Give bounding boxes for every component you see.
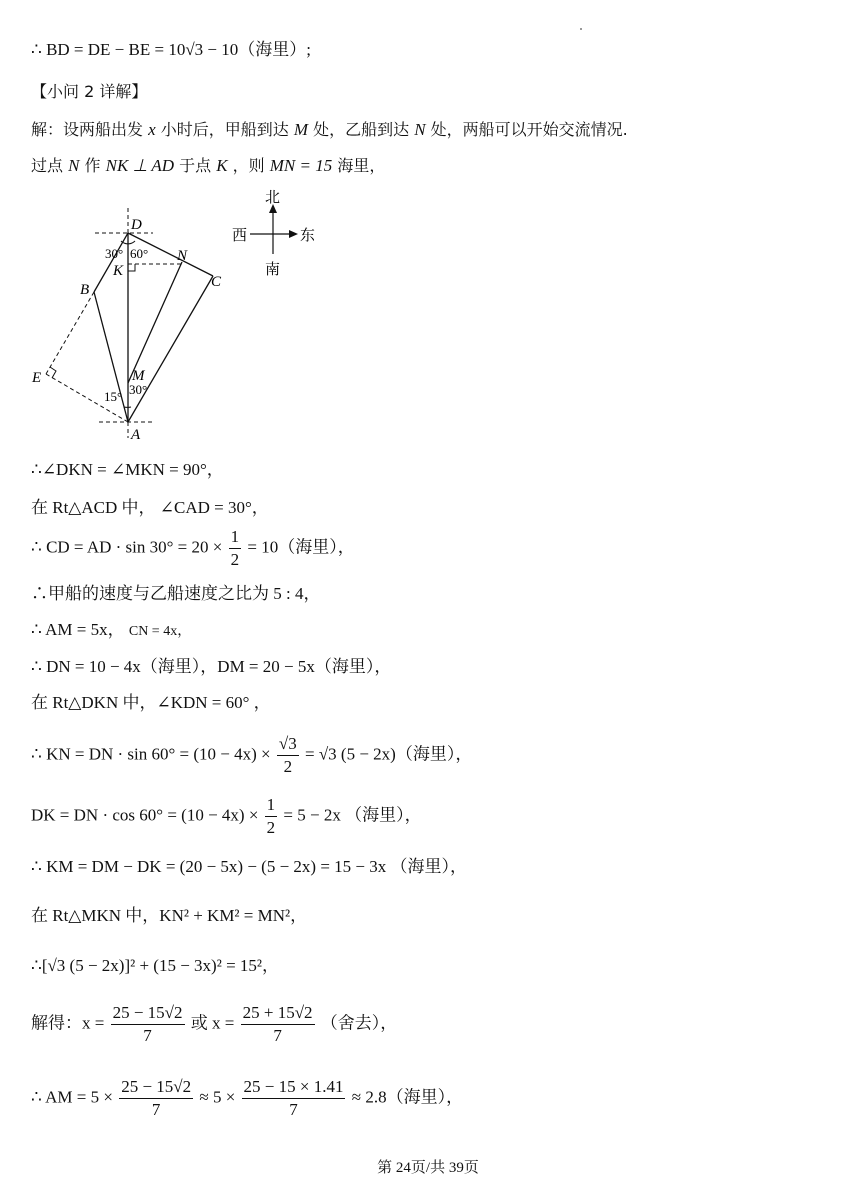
fraction-sol2: $\frac{25 + 15√2}{7}$ [242,1003,313,1045]
geometry-figure [25,186,235,448]
fraction-am2: $\frac{25 - 15 \times 1.41}{7}$ [243,1077,344,1119]
angle-60-top: 60° [130,246,149,261]
line-right-angles: ∴∠DKN = ∠MKN = 90°， [31,460,224,479]
fraction-half-2: $\frac{1}{2}$ [266,795,276,837]
angle-30-top: 30° [105,246,124,261]
fraction-am1: $\frac{25 - 15√2}{7}$ [121,1077,192,1119]
line-dk-value: DK = DN · cos 60° = (10 − 4x) × $\frac{1}{2}$ = 5 − 2x （海里）， [31,795,422,837]
fraction-sol1: $\frac{25 - 15√2}{7}$ [112,1003,183,1045]
line-bd-result: ∴ BD = DE − BE = 10√3 − 10（海里）; [31,40,311,59]
line-equation: ∴[√3 (5 − 2x)]² + (15 − 3x)² = 15²， [31,956,280,975]
label-m: M [132,368,145,384]
section-heading: 【小问 2 详解】 [31,82,148,101]
line-dn-dm: ∴ DN = 10 − 4x（海里），DM = 20 − 5x（海里）， [31,657,392,676]
fraction-half: $\frac{1}{2}$ [230,527,240,569]
label-k: K [113,263,124,279]
compass-east: 东 [300,226,316,244]
label-b: B [80,282,90,298]
line-kn-value: ∴ KN = DN · sin 60° = (10 − 4x) × $\frac{√3}{2}$ = √3 (5 − 2x)（海里）， [31,734,473,776]
line-am-cn: ∴ AM = 5x， CN = 4x， [31,620,192,639]
line-rt-dkn: 在 Rt△DKN 中，∠KDN = 60° ， [31,693,271,712]
angle-30-bottom: 30° [129,382,148,397]
line-speed-ratio: ∴甲船的速度与乙船速度之比为 5 : 4， [31,584,321,603]
label-n: N [177,248,188,264]
line-solution: 解得：x = $\frac{25 - 15√2}{7}$ 或 x = $\frac{25 + 15√2}{7}$ （舍去）， [31,1003,398,1045]
line-am-approx: ∴ AM = 5 × $\frac{25 - 15√2}{7}$ ≈ 5 × $\frac{25 - 15 \times 1.41}{7}$ ≈ 2.8（海里）， [31,1077,464,1119]
label-d: D [131,217,142,233]
fraction-sqrt3-half: $\frac{√3}{2}$ [278,734,297,776]
angle-15: 15° [104,389,123,404]
stray-dot [580,28,582,30]
page-footer: 第 24页/共 39页 [377,1160,479,1176]
compass-north: 北 [265,188,281,206]
compass-rose [228,186,328,281]
label-e: E [32,370,42,386]
line-cd-value: ∴ CD = AD · sin 30° = 20 × $\frac{1}{2}$ = 10（海里）， [31,527,355,569]
line-rt-mkn: 在 Rt△MKN 中，KN² + KM² = MN²， [31,906,308,925]
line-rt-acd: 在 Rt△ACD 中， ∠CAD = 30°， [31,498,269,517]
line-assumption: 解：设两船出发 x 小时后，甲船到达 M 处，乙船到达 N 处，两船可以开始交流情况. [31,120,628,139]
line-km-value: ∴ KM = DM − DK = (20 − 5x) − (5 − 2x) = 15 − 3x （海里）， [31,857,467,876]
label-a: A [131,427,141,443]
compass-south: 南 [265,260,281,278]
label-c: C [211,274,222,290]
compass-west: 西 [232,226,248,244]
line-construction: 过点 N 作 NK ⊥ AD 于点 K ，则 MN = 15 海里， [31,156,386,175]
